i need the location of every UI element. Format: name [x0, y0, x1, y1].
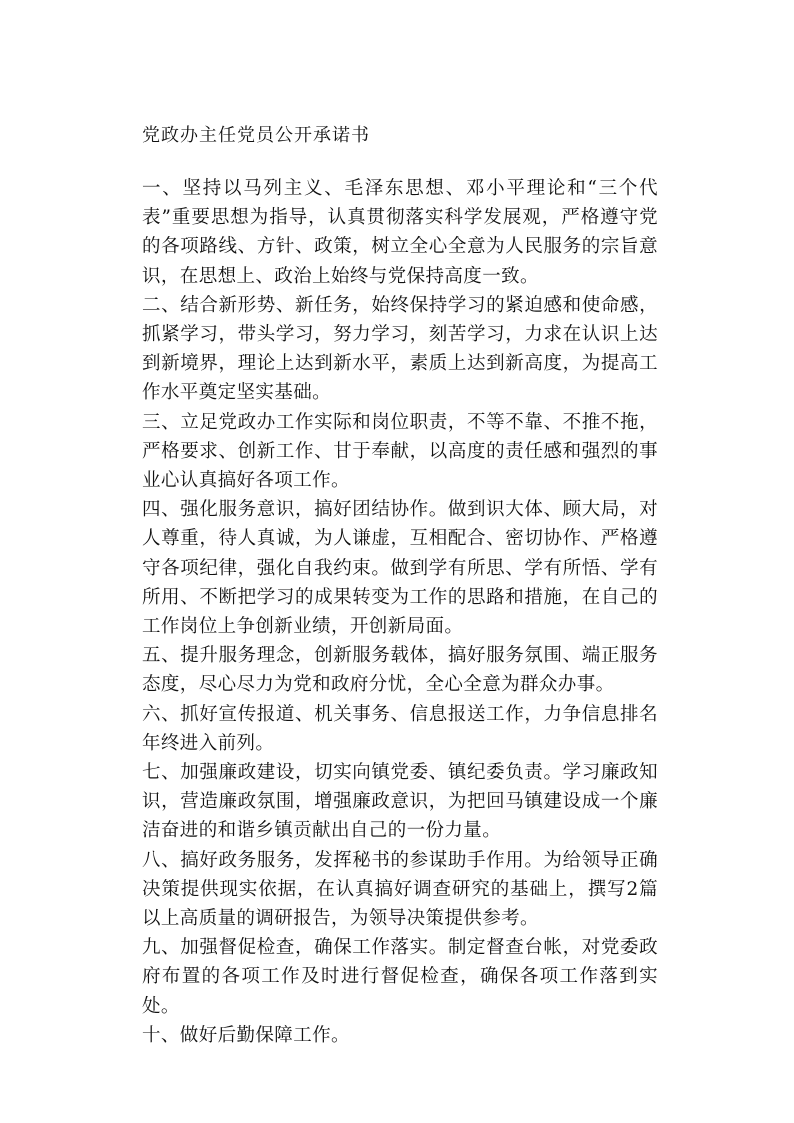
- paragraph-6: 六、抓好宣传报道、机关事务、信息报送工作，力争信息排名年终进入前列。: [142, 703, 658, 754]
- paragraph-8: 八、搞好政务服务，发挥秘书的参谋助手作用。为给领导正确决策提供现实依据，在认真搞好调查研究的基础上，撰写2篇以上高质量的调研报告，为领导决策提供参考。: [142, 849, 658, 930]
- paragraph-4: 四、强化服务意识，搞好团结协作。做到识大体、顾大局，对人尊重，待人真诚，为人谦虚，互相配合、密切协作、严格遵守各项纪律，强化自我约束。做到学有所思、学有所悟、学有所用、不断把学习的成果转变为工作的思路和措施，在自己的工作岗位上争创新业绩，开创新局面。: [142, 499, 658, 638]
- paragraph-7: 七、加强廉政建设，切实向镇党委、镇纪委负责。学习廉政知识，营造廉政氛围，增强廉政意识，为把回马镇建设成一个廉洁奋进的和谐乡镇贡献出自己的一份力量。: [142, 762, 658, 842]
- paragraph-1: 一、坚持以马列主义、毛泽东思想、邓小平理论和“三个代表”重要思想为指导，认真贯彻落实科学发展观，严格遵守党的各项路线、方针、政策，树立全心全意为人民服务的宗旨意识，在思想上、政治上始终与党保持高度一致。: [142, 178, 658, 287]
- document-body: [142, 174, 658, 1050]
- paragraph-9: 九、加强督促检查，确保工作落实。制定督查台帐，对党委政府布置的各项工作及时进行督促检查，确保各项工作落到实处。: [142, 937, 658, 1017]
- paragraph-3: 三、立足党政办工作实际和岗位职责，不等不靠、不推不拖，严格要求、创新工作、甘于奉献，以高度的责任感和强烈的事业心认真搞好各项工作。: [142, 411, 658, 492]
- paragraph-5: 五、提升服务理念，创新服务载体，搞好服务氛围、端正服务态度，尽心尽力为党和政府分忧，全心全意为群众办事。: [142, 645, 658, 696]
- document-title: 党政办主任党员公开承诺书: [142, 125, 370, 146]
- paragraph-2: 二、结合新形势、新任务，始终保持学习的紧迫感和使命感，抓紧学习，带头学习，努力学习，刻苦学习，力求在认识上达到新境界，理论上达到新水平，素质上达到新高度，为提高工作水平奠定坚实基础。: [142, 294, 658, 404]
- paragraph-10: 十、做好后勤保障工作。: [142, 1024, 350, 1046]
